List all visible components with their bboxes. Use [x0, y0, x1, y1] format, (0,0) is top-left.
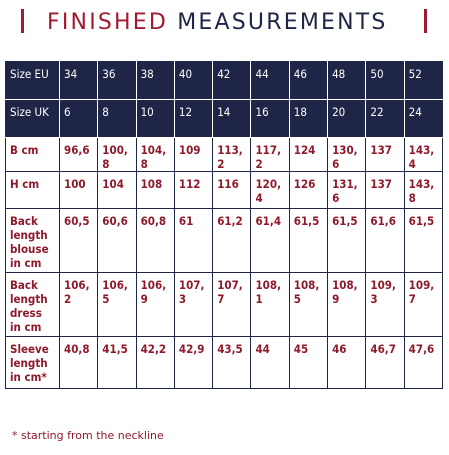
measurement-cell: 100: [60, 172, 98, 209]
title-divider-right: [424, 9, 427, 33]
size-cell: 48: [328, 62, 366, 100]
measurement-cell: 61,5: [328, 209, 366, 273]
measurement-cell: 61,2: [213, 209, 251, 273]
title-part-finished: FINISHED: [47, 10, 169, 35]
size-cell: 36: [98, 62, 136, 100]
measurement-cell: 112: [174, 172, 212, 209]
measurement-cell: 107,7: [213, 273, 251, 337]
measurement-cell: 60,5: [60, 209, 98, 273]
measurement-row-label: Back length dress in cm: [6, 273, 60, 337]
measurement-cell: 40,8: [60, 337, 98, 389]
title-bar: [0, 6, 449, 42]
size-cell: 24: [404, 100, 442, 138]
measurement-cell: 61,5: [404, 209, 442, 273]
measurement-cell: 109: [174, 138, 212, 172]
size-cell: 20: [328, 100, 366, 138]
measurement-cell: 61,6: [366, 209, 404, 273]
measurement-cell: 61,4: [251, 209, 289, 273]
measurement-row: [6, 209, 443, 273]
measurement-cell: 46,7: [366, 337, 404, 389]
measurement-row: [6, 138, 443, 172]
measurement-cell: 109,3: [366, 273, 404, 337]
measurement-cell: 100,8: [98, 138, 136, 172]
measurement-cell: 60,8: [136, 209, 174, 273]
measurement-row-label: B cm: [6, 138, 60, 172]
measurement-cell: 106,9: [136, 273, 174, 337]
page-title: [47, 8, 407, 38]
measurements-table: [5, 61, 443, 389]
measurement-cell: 130,6: [328, 138, 366, 172]
measurement-row: [6, 337, 443, 389]
title-part-measurements: MEASUREMENTS: [168, 10, 388, 35]
size-cell: 8: [98, 100, 136, 138]
measurement-cell: 43,5: [213, 337, 251, 389]
size-cell: 38: [136, 62, 174, 100]
measurement-cell: 108: [136, 172, 174, 209]
size-cell: 42: [213, 62, 251, 100]
measurement-cell: 126: [289, 172, 327, 209]
size-cell: 44: [251, 62, 289, 100]
measurement-cell: 116: [213, 172, 251, 209]
measurement-cell: 45: [289, 337, 327, 389]
measurement-cell: 120,4: [251, 172, 289, 209]
size-cell: 34: [60, 62, 98, 100]
measurement-cell: 106,5: [98, 273, 136, 337]
measurement-cell: 124: [289, 138, 327, 172]
measurement-cell: 104: [98, 172, 136, 209]
measurement-cell: 61: [174, 209, 212, 273]
measurement-cell: 47,6: [404, 337, 442, 389]
measurement-row-label: Sleeve length in cm*: [6, 337, 60, 389]
measurement-cell: 41,5: [98, 337, 136, 389]
measurement-cell: 143,8: [404, 172, 442, 209]
measurement-cell: 108,1: [251, 273, 289, 337]
measurement-cell: 113,2: [213, 138, 251, 172]
measurement-cell: 96,6: [60, 138, 98, 172]
title-divider-left: [21, 9, 24, 33]
size-cell: 18: [289, 100, 327, 138]
size-cell: 40: [174, 62, 212, 100]
size-header-row: [6, 100, 443, 138]
measurement-cell: 60,6: [98, 209, 136, 273]
measurement-cell: 117,2: [251, 138, 289, 172]
measurement-cell: 46: [328, 337, 366, 389]
size-cell: 16: [251, 100, 289, 138]
measurements-table-body: [6, 62, 443, 389]
size-cell: 10: [136, 100, 174, 138]
size-cell: 50: [366, 62, 404, 100]
measurement-cell: 44: [251, 337, 289, 389]
size-cell: 14: [213, 100, 251, 138]
size-cell: 22: [366, 100, 404, 138]
measurement-cell: 108,5: [289, 273, 327, 337]
measurement-cell: 107,3: [174, 273, 212, 337]
size-row-label: Size UK: [6, 100, 60, 138]
measurement-cell: 108,9: [328, 273, 366, 337]
measurement-cell: 42,9: [174, 337, 212, 389]
size-cell: 6: [60, 100, 98, 138]
measurement-cell: 109,7: [404, 273, 442, 337]
size-cell: 12: [174, 100, 212, 138]
footnote: * starting from the neckline: [12, 429, 164, 442]
measurement-row-label: H cm: [6, 172, 60, 209]
size-row-label: Size EU: [6, 62, 60, 100]
measurement-cell: 143,4: [404, 138, 442, 172]
measurement-row: [6, 172, 443, 209]
size-header-row: [6, 62, 443, 100]
measurement-cell: 106,2: [60, 273, 98, 337]
measurement-cell: 104,8: [136, 138, 174, 172]
measurement-cell: 131,6: [328, 172, 366, 209]
measurement-cell: 61,5: [289, 209, 327, 273]
size-cell: 52: [404, 62, 442, 100]
measurement-cell: 137: [366, 172, 404, 209]
measurement-row-label: Back length blouse in cm: [6, 209, 60, 273]
size-cell: 46: [289, 62, 327, 100]
measurement-cell: 42,2: [136, 337, 174, 389]
measurement-row: [6, 273, 443, 337]
measurement-cell: 137: [366, 138, 404, 172]
